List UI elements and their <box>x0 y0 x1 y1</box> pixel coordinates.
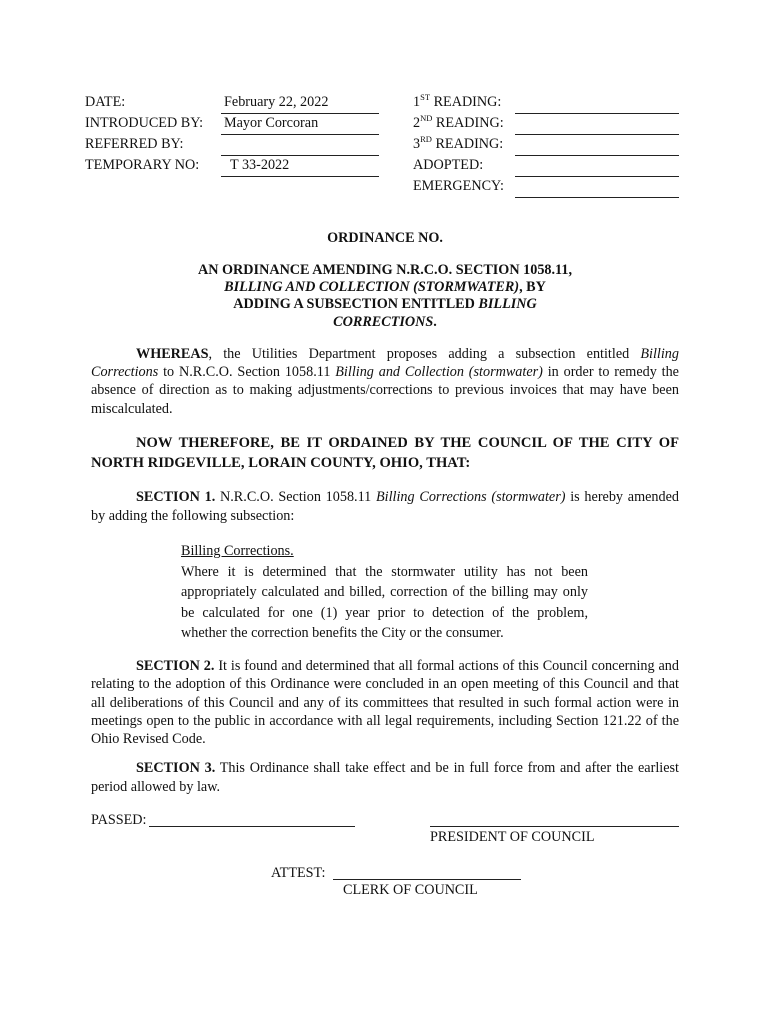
section-2-paragraph: SECTION 2. It is found and determined that all formal actions of this Council concerning and relating to the adoption of this Ordinance were concluded in an open meeting of this Council and that all deliberations of this Council and any of its committees that resulted in such formal action were in meetings open to the public in accordance with all legal requirements, including Section 121.22 of the Ohio Revised Code. <box>91 658 679 748</box>
section-3-paragraph: SECTION 3. This Ordinance shall take effect and be in full force from and after the earliest period allowed by law. <box>91 760 679 795</box>
introduced-by-label: INTRODUCED BY: <box>85 115 204 131</box>
first-reading-label: 1ST READING: <box>413 92 502 110</box>
emergency-label: EMERGENCY: <box>413 178 504 194</box>
introduced-by-underline <box>221 134 379 135</box>
subsection-text: Where it is determined that the stormwater utility has not been appropriately calculated and billed, correction of the billing may only be calculated for one (1) year prior to detection of the problem, whether the correction benefits the City or the consumer. <box>181 563 588 641</box>
attest-label: ATTEST: <box>271 865 326 881</box>
referred-by-label: REFERRED BY: <box>85 136 184 152</box>
emergency-underline <box>515 197 679 198</box>
clerk-of-council-label: CLERK OF COUNCIL <box>343 882 478 898</box>
temporary-no-value: T 33-2022 <box>230 157 290 173</box>
date-underline <box>221 113 379 114</box>
second-reading-label: 2ND READING: <box>413 113 504 131</box>
ordinance-number-heading: ORDINANCE NO. <box>327 230 443 246</box>
title-line-3: ADDING A SUBSECTION ENTITLED BILLING <box>233 296 537 312</box>
date-label: DATE: <box>85 94 126 110</box>
adopted-label: ADOPTED: <box>413 157 484 173</box>
third-reading-label: 3RD READING: <box>413 134 504 152</box>
second-reading-underline <box>515 134 679 135</box>
now-therefore-paragraph: NOW THEREFORE, BE IT ORDAINED BY THE COUNCIL OF THE CITY OF NORTH RIDGEVILLE, LORAIN COUNTY, OHIO, THAT: <box>91 435 679 471</box>
adopted-underline <box>515 176 679 177</box>
subsection-title: Billing Corrections. <box>181 543 294 559</box>
section-1-paragraph: SECTION 1. N.R.C.O. Section 1058.11 Billing Corrections (stormwater) is hereby amended by adding the following subsection: <box>91 489 679 524</box>
third-reading-underline <box>515 155 679 156</box>
first-reading-underline <box>515 113 679 114</box>
temporary-no-underline <box>221 176 379 177</box>
title-line-1: AN ORDINANCE AMENDING N.R.C.O. SECTION 1058.11, <box>197 262 573 278</box>
passed-label: PASSED: <box>91 812 147 828</box>
president-signature-line <box>430 826 679 827</box>
temporary-no-label: TEMPORARY NO: <box>85 157 200 173</box>
president-of-council-label: PRESIDENT OF COUNCIL <box>430 829 595 845</box>
introduced-by-value: Mayor Corcoran <box>224 115 319 131</box>
title-line-2: BILLING AND COLLECTION (STORMWATER), BY <box>224 279 546 295</box>
whereas-paragraph: WHEREAS, the Utilities Department proposes adding a subsection entitled Billing Corrections to N.R.C.O. Section 1058.11 Billing and Collection (stormwater) in order to remedy the absence of direction as to making adjustments/corrections to previous invoices that may have been miscalculated. <box>91 346 679 417</box>
attest-signature-line <box>333 879 521 880</box>
date-value: February 22, 2022 <box>224 94 329 110</box>
passed-signature-line <box>149 826 355 827</box>
title-line-4: CORRECTIONS. <box>333 314 437 330</box>
referred-by-underline <box>221 155 379 156</box>
billing-corrections-subsection <box>181 541 588 644</box>
